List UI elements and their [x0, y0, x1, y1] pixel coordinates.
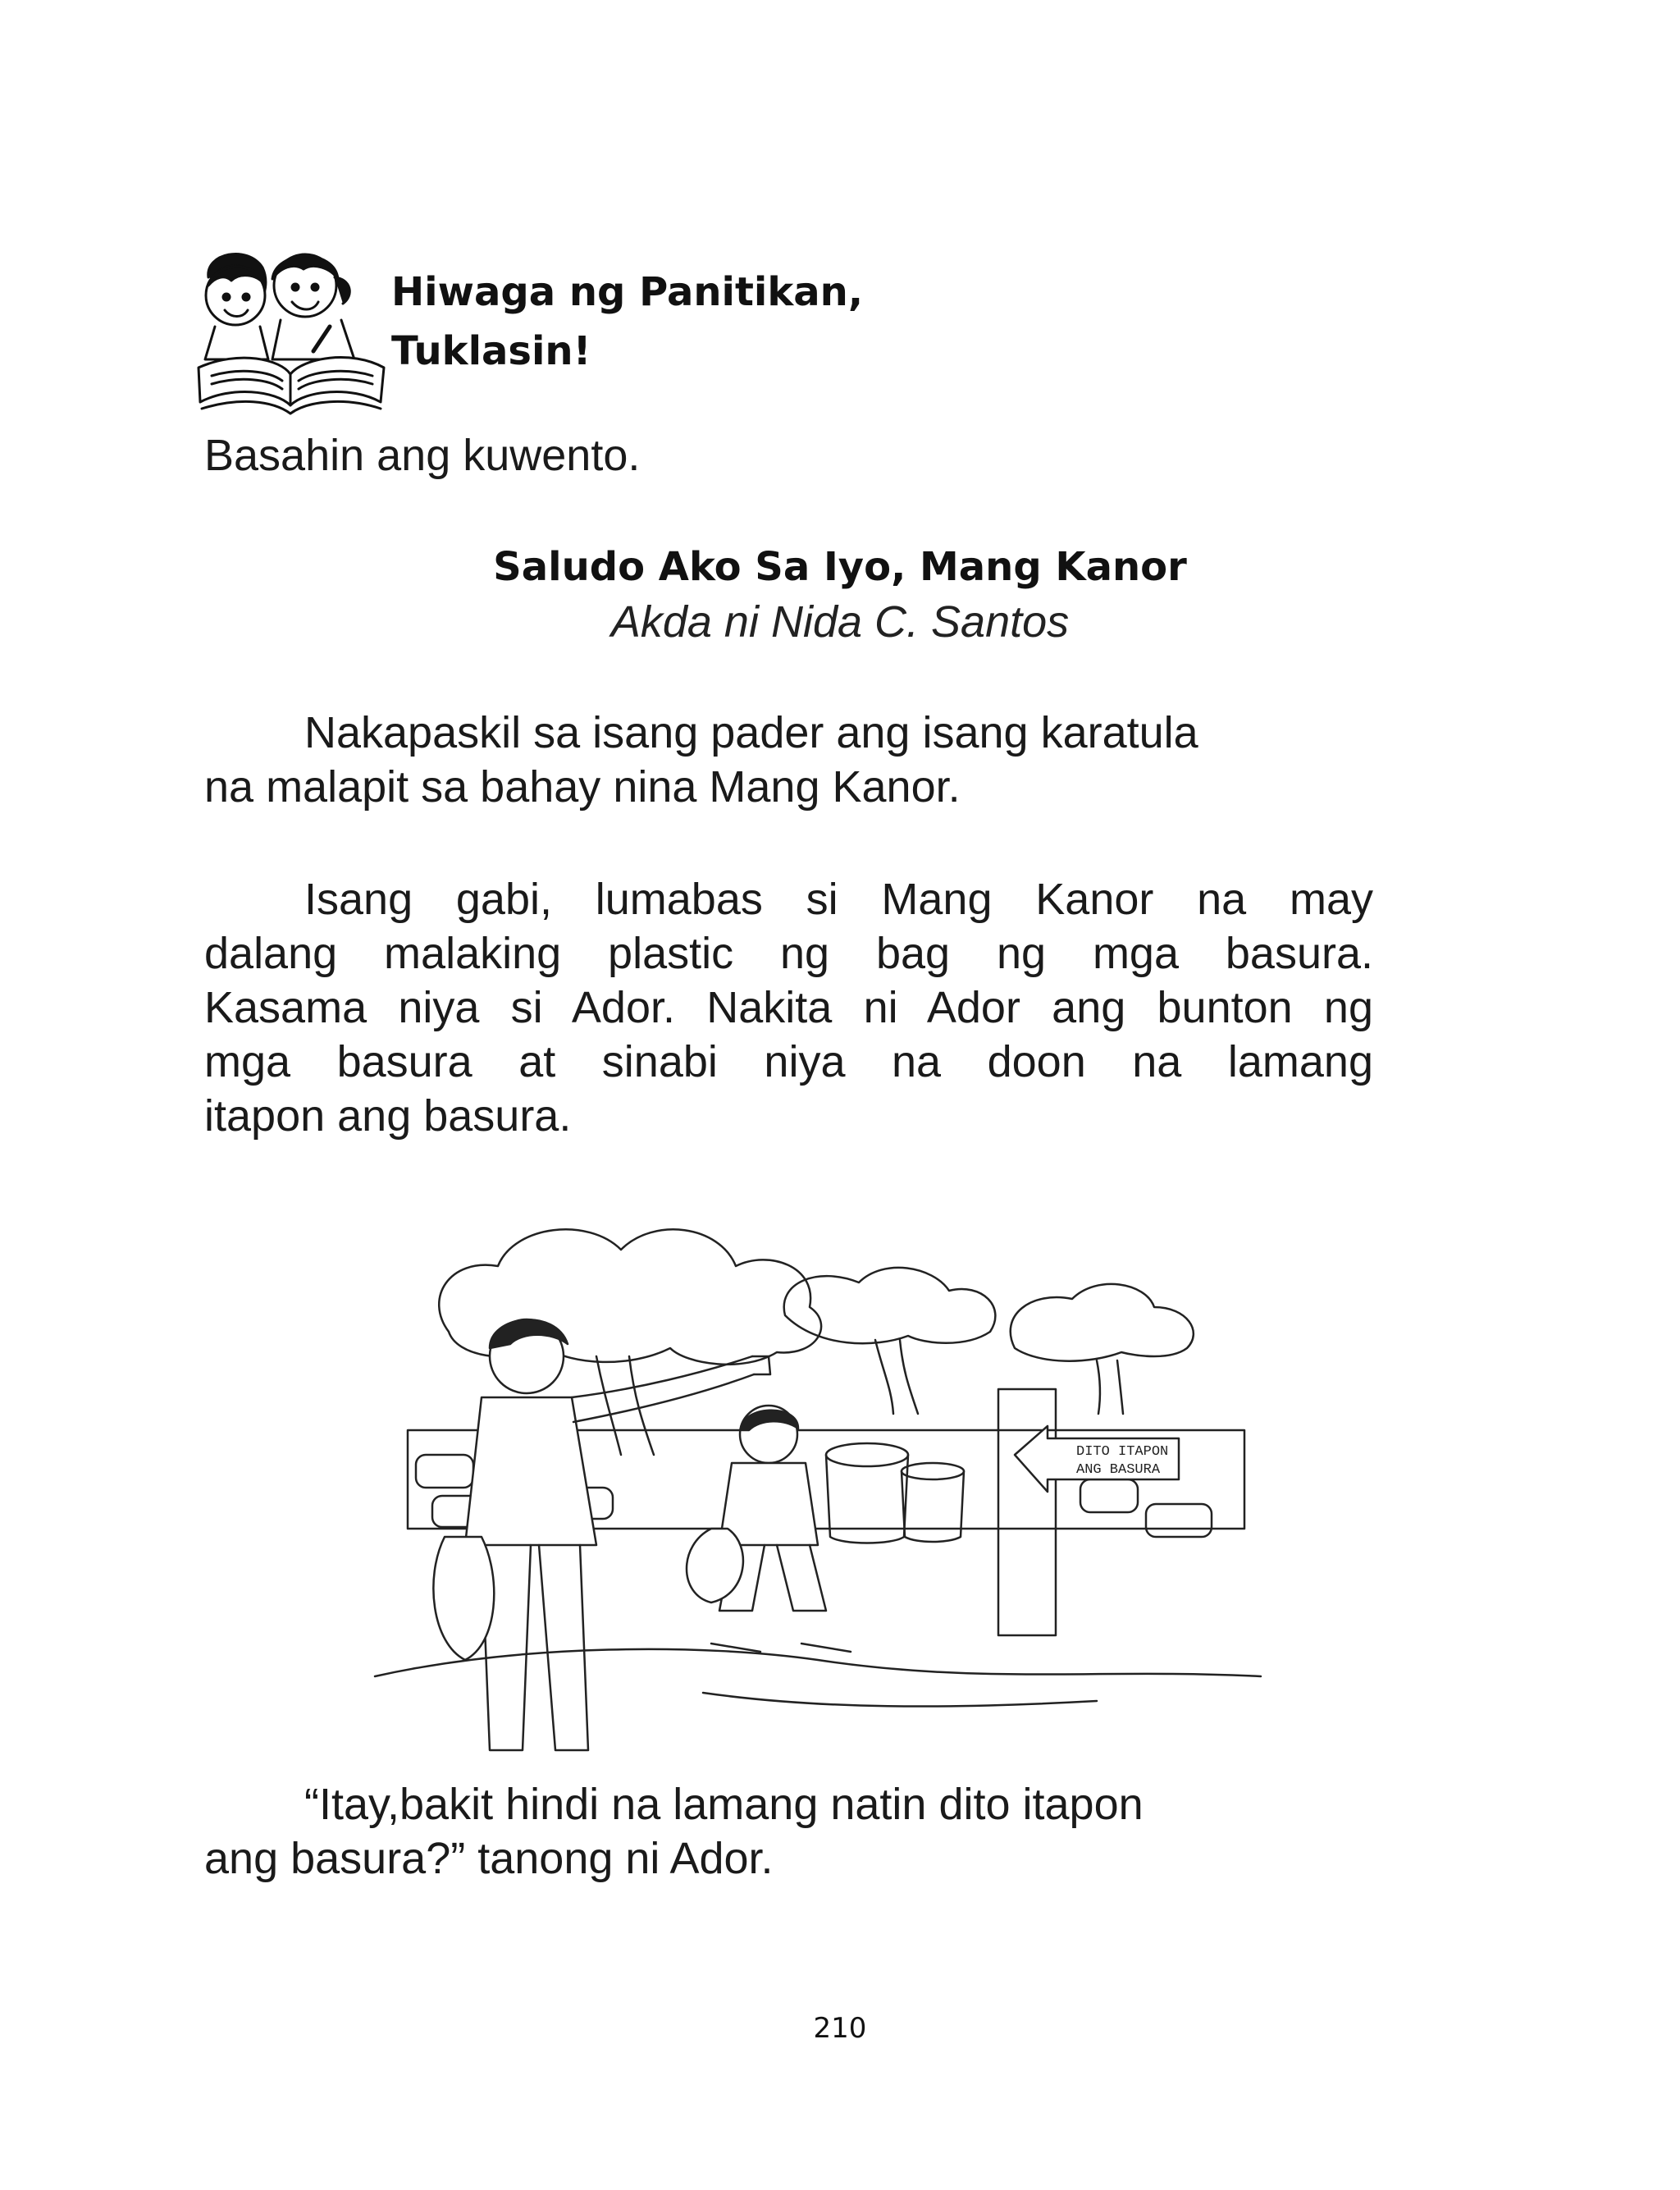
- paragraph-line: Nakapaskil sa isang pader ang isang karatula: [304, 708, 1198, 757]
- story-scene-illustration: [358, 1184, 1288, 1768]
- paragraph-line: ang basura?” tanong ni Ador.: [204, 1834, 774, 1883]
- paragraph-line: itapon ang basura.: [204, 1091, 572, 1141]
- section-header: [190, 245, 929, 425]
- reading-kids-illustration: [190, 245, 387, 421]
- tree-canopy-middle: [784, 1268, 996, 1343]
- paragraph-line: na malapit sa bahay nina Mang Kanor.: [204, 762, 961, 812]
- story-paragraph-3: [204, 1777, 1373, 1886]
- tree-canopy-right: [1011, 1284, 1194, 1361]
- paragraph-line: “Itay,bakit hindi na lamang natin dito itapon: [304, 1780, 1144, 1829]
- boy-trash-bag: [687, 1529, 743, 1602]
- story-paragraph-1: [204, 706, 1373, 814]
- page-number: 210: [813, 2012, 867, 2045]
- paragraph-line: Isang gabi, lumabas si Mang Kanor na may: [304, 875, 1373, 924]
- story-author: Akda ni Nida C. Santos: [610, 597, 1070, 647]
- paragraph-line: Kasama niya si Ador. Nakita ni Ador ang bunton ng: [204, 983, 1373, 1032]
- reading-instruction: Basahin ang kuwento.: [204, 431, 641, 480]
- section-title-line1: Hiwaga ng Panitikan,: [391, 269, 864, 315]
- paragraph-line: mga basura at sinabi niya na doon na lamang: [204, 1037, 1373, 1086]
- sign-text-line2: ANG BASURA: [1076, 1462, 1161, 1478]
- section-title-line2: Tuklasin!: [391, 328, 591, 374]
- story-paragraph-2: [204, 872, 1373, 1143]
- sign-text-line1: DITO ITAPON: [1076, 1444, 1169, 1460]
- section-title: [391, 263, 863, 381]
- story-title: Saludo Ako Sa Iyo, Mang Kanor: [493, 544, 1187, 590]
- paragraph-line: dalang malaking plastic ng bag ng mga basura.: [204, 929, 1373, 978]
